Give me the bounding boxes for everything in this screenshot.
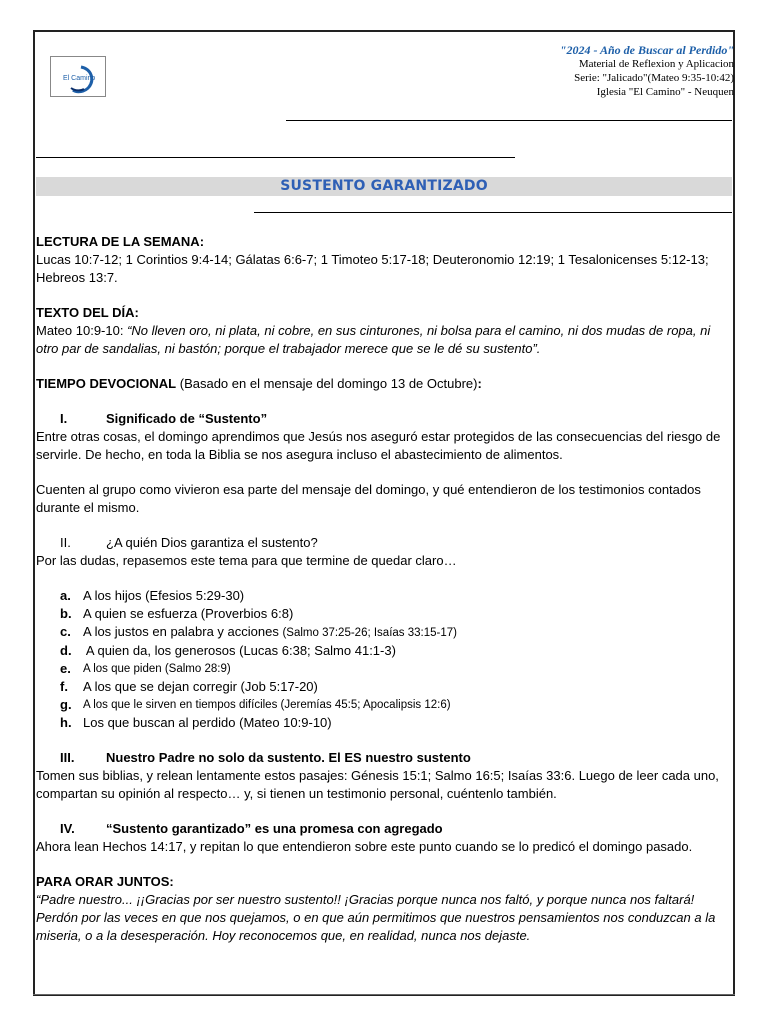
logo-text: El Camino (63, 75, 96, 82)
section-1-paragraph: Entre otras cosas, el domingo aprendimos que Jesús nos aseguró estar protegidos de las consecuencias del riesgo de servirle. De hecho, en toda la Biblia se nos asegura incluso el abastecimiento de alimentos. (36, 429, 721, 462)
lectura-heading: LECTURA DE LA SEMANA: (36, 234, 205, 249)
prayer-text: “Padre nuestro... ¡¡Gracias por ser nuestro sustento!! ¡Gracias porque nunca nos faltó, y porque nunca nos faltará! Perdón por las veces en que nos quejamos, o en que aún permitimos que nuestros pensamientos nos conduzcan a la miseria, o a la desesperación. Hoy reconocemos que, en realidad, nunca nos dejaste. (36, 892, 716, 943)
list-item (36, 696, 730, 714)
list-letter: h. (60, 715, 72, 730)
list-item (36, 605, 730, 623)
year-title: "2024 - Año de Buscar al Perdido" (559, 43, 734, 57)
section-2-heading (36, 534, 730, 552)
texto-quote: “No lleven oro, ni plata, ni cobre, en sus cinturones, ni bolsa para el camino, ni dos mudas de ropa, ni otro par de sandalias, ni bastón; porque el trabajador merece que se le dé su sustento”. (36, 323, 711, 356)
list-item (36, 587, 730, 605)
orar-heading: PARA ORAR JUNTOS: (36, 874, 174, 889)
section-title: Significado de “Sustento” (106, 411, 268, 426)
list-letter: f. (60, 679, 68, 694)
blank-line-rule (36, 157, 515, 158)
list-text-refs: (Salmo 37:25-26; Isaías 33:15-17) (282, 627, 457, 639)
page-title: SUSTENTO GARANTIZADO (280, 178, 488, 194)
list-text: A los hijos (Efesios 5:29-30) (83, 588, 245, 603)
texto-ref: Mateo 10:9-10: (36, 323, 128, 338)
tiempo-colon: : (477, 376, 482, 391)
church-logo (50, 56, 106, 97)
section-number: I. (60, 411, 68, 426)
section-2-intro: Por las dudas, repasemos este tema para que termine de quedar claro… (36, 553, 457, 568)
frame-shadow (33, 994, 735, 995)
series-line: Serie: "Jalicado"(Mateo 9:35-10:42) (574, 72, 734, 84)
list-letter: g. (60, 697, 72, 712)
list-letter: c. (60, 624, 71, 639)
list-item (36, 714, 730, 732)
header-rule (286, 120, 732, 121)
list-item (36, 623, 730, 642)
section-number: II. (60, 535, 71, 550)
material-line: Material de Reflexion y Aplicacion (578, 58, 734, 70)
texto-paragraph (36, 322, 730, 358)
list-text: Los que buscan al perdido (Mateo 10:9-10) (83, 715, 332, 730)
list-item (36, 642, 730, 660)
lectura-text: Lucas 10:7-12; 1 Corintios 9:4-14; Gálatas 6:6-7; 1 Timoteo 5:17-18; Deuteronomio 12:19; 1 Tesalonicenses 5:12-13; Hebreos 13:7. (36, 252, 709, 285)
title-rule (254, 212, 732, 213)
church-line: Iglesia "El Camino" - Neuquen (596, 86, 734, 98)
list-item (36, 660, 730, 678)
list-text: A los que le sirven en tiempos difíciles (Jeremías 45:5; Apocalipsis 12:6) (83, 699, 451, 711)
section-4-heading (36, 820, 730, 838)
texto-heading: TEXTO DEL DÍA: (36, 305, 139, 320)
list-text: A los que se dejan corregir (Job 5:17-20) (83, 679, 318, 694)
list-text: A los que piden (Salmo 28:9) (83, 663, 231, 675)
sustento-list (36, 587, 730, 732)
section-number: IV. (60, 821, 75, 836)
section-3-paragraph: Tomen sus biblias, y relean lentamente estos pasajes: Génesis 15:1; Salmo 16:5; Isaías 33:6. Luego de leer cada uno, compartan su opinión al respecto… y, si tienen un testimonio personal, cuéntenlo también. (36, 768, 719, 801)
section-4-paragraph: Ahora lean Hechos 14:17, y repitan lo que entendieron sobre este punto cuando se lo predicó el domingo pasado. (36, 839, 693, 854)
list-letter: b. (60, 606, 72, 621)
section-number: III. (60, 750, 75, 765)
list-letter: d. (60, 643, 72, 658)
list-text: A quien se esfuerza (Proverbios 6:8) (83, 606, 294, 621)
title-band (36, 177, 732, 196)
section-1-heading (36, 410, 730, 428)
section-title: ¿A quién Dios garantiza el sustento? (106, 535, 318, 550)
list-text: A los justos en palabra y acciones (83, 624, 283, 639)
section-3-heading (36, 749, 730, 767)
document-header (560, 43, 734, 99)
section-1-paragraph: Cuenten al grupo como vivieron esa parte del mensaje del domingo, y qué entendieron de los testimonios contados durante el mismo. (36, 482, 701, 515)
list-letter: e. (60, 661, 71, 676)
tiempo-line (36, 375, 730, 393)
document-body (36, 233, 730, 945)
list-text: A quien da, los generosos (Lucas 6:38; Salmo 41:1-3) (83, 643, 396, 658)
tiempo-note: (Basado en el mensaje del domingo 13 de Octubre) (176, 376, 478, 391)
list-letter: a. (60, 588, 71, 603)
section-title: “Sustento garantizado” es una promesa con agregado (106, 821, 443, 836)
list-item (36, 678, 730, 696)
section-title: Nuestro Padre no solo da sustento. El ES nuestro sustento (106, 750, 471, 765)
tiempo-heading: TIEMPO DEVOCIONAL (36, 376, 177, 391)
